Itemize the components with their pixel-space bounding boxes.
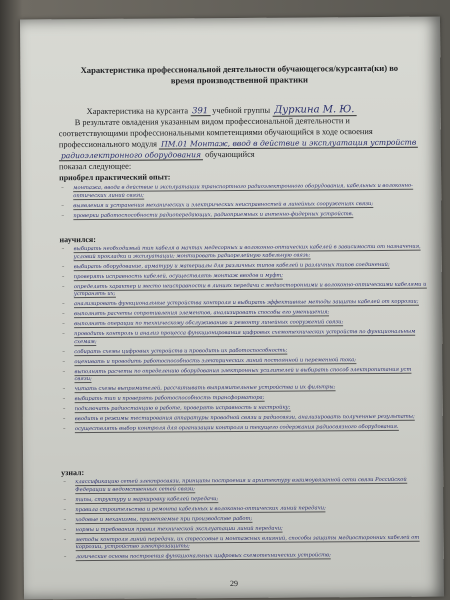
page-number: 29 (229, 578, 238, 589)
page-title (50, 63, 428, 88)
group-number: 391 (190, 105, 210, 116)
module-name-part-2: радиоэлектронного оборудования (59, 150, 203, 161)
list-item: – выявления и устранения механических и электрических неисправностей в линейных сооружениях связи; (61, 200, 374, 209)
list-item: – подключать радиостанцию в работе, проверять исправность и настройку; (62, 404, 291, 413)
para-line-4-suffix: обучающийся (205, 149, 255, 160)
list-item: – выбирать тип и проверять работоспособность трансформатора; (62, 394, 265, 403)
list-item: – вводить в режимы тестирования аппаратуры проводной связи и радиосвязи, анализировать полученные результаты; (62, 413, 415, 423)
student-line-middle: учебной группы (212, 105, 271, 116)
experience-list (59, 183, 427, 223)
list-item: – анализировать функциональные устройства контроля и выбирать эффективные методы защиты кабелей от коррозии; (61, 298, 419, 308)
para-line-2: соответствующими профессиональными компетенциями обучающийся в ходе освоения (58, 127, 373, 139)
skills-list (60, 244, 429, 437)
knows-list (61, 477, 430, 565)
list-item: – классификацию сетей электросвязи, принципы построения и архитектуру взаимоувязанной сети связи Российской Федерации и ведомственных сетей связи; (63, 476, 407, 493)
student-name: Дуркина М. Ю. (272, 104, 356, 117)
list-item: – логические основы построения функциональных цифровых схемотехнических устройств; (63, 552, 331, 561)
list-item: – определять характер и место неисправности в линиях передачи с медиосторонними и волоконно-оптическими кабелями и устранять их; (61, 281, 427, 298)
student-line-prefix: Характеристика на курсанта (86, 106, 189, 117)
list-item: – выполнять расчеты по определению оборудования электронных усилителей и выбирать способ электропитания уст связи; (62, 366, 412, 383)
list-item: – типы, структуру и маркировку кабелей передачи; (63, 495, 219, 503)
section-experience: приобрел практический опыт: (59, 172, 171, 183)
list-item: – выбирать необходимый тип кабеля в мачтах медесорных и волоконно-оптических кабелей в зависимости от назначения, условий прокладки и эксплуатации; монтировать радиорелейную кабельную связь; (61, 243, 421, 260)
list-item: – выполнять расчеты сопротивления элементов, анализировать способы его уменьшения; (62, 309, 330, 318)
list-item: – выбирать оборудование, арматуру и материалы для различных типов кабелей и различных типов соединений; (61, 261, 390, 270)
list-item: – выполнять операции по техническому обслуживанию и ремонту линейных сооружений связи; (62, 319, 344, 328)
shown-label: показал следующее: (58, 161, 132, 172)
document-page (20, 17, 444, 600)
list-item: – проводить контроль и анализ процесса функционирования цифровых схемотехнических устройств по функциональным схемам; (62, 328, 416, 345)
list-item: – нормы и требования правил технической эксплуатации линий передачи; (63, 525, 283, 533)
list-item: – монтажа, ввода в действие и эксплуатации транспортного радиоэлектронного оборудования, кабельных и волоконно-оптических линий связи; (61, 182, 413, 199)
list-item: – читать схемы выпрямителей, рассчитывать выпрямительные устройства и их фильтры; (62, 384, 336, 393)
list-item: – проверять исправность кабелей, осуществлять монтаж вводов и муфт; (61, 272, 284, 280)
title-line-1: Характеристика профессиональной деятельности обучающегося/курсанта(ки) во (80, 62, 399, 76)
list-item: – оценивать и проводить работоспособность электрических линий постоянной и переменной тока; (62, 356, 356, 365)
section-skills: научился: (59, 234, 96, 245)
list-item: – ходовые и механизмы, применяемые при производстве работ; (63, 515, 253, 523)
module-name-part-1: ПМ.01 Монтаж, ввод в действие и эксплуатация устройств (159, 138, 418, 150)
title-line-2: время производственной практики (170, 74, 309, 86)
list-item: – проверки работоспособности радиопередающих, радиоприемных и антенно-фидерных устройств. (61, 210, 354, 219)
para-line-1: В результате овладения указанным видом профессиональной деятельности и (74, 116, 350, 128)
list-item: – правила строительства и ремонта кабельных и волоконно-оптических линий передачи; (63, 504, 326, 513)
list-item: – методы контроля линий передачи, их стрессовые и монтажных влияний, способы защиты медиосторонних кабелей от коррозии, устройство электрозащиты; (63, 534, 420, 551)
list-item: – осуществлять выбор контроля для организации контроля и текущего содержания радиосвязного оборудования. (62, 423, 399, 433)
list-item: – собирать схемы цифровых устройств и проводить их работоспособность; (62, 347, 288, 355)
para-line-3-prefix: профессионального модуля (58, 139, 158, 150)
section-knows: узнал: (61, 468, 85, 478)
